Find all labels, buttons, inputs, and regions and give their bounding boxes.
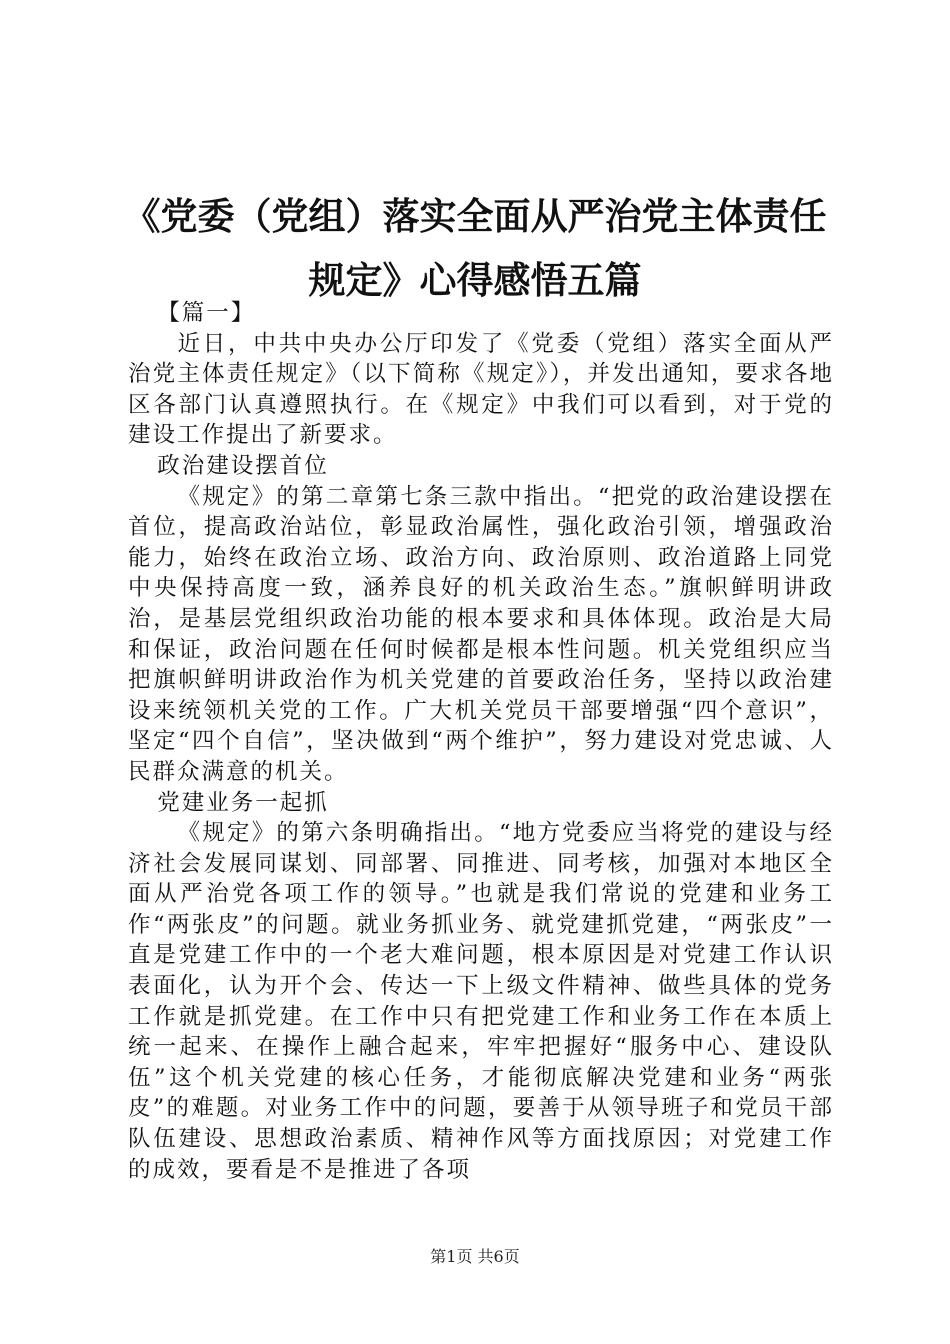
section-label: 【篇一】	[157, 300, 256, 326]
paragraph-intro: 近日，中共中央办公厅印发了《党委（党组）落实全面从严治党主体责任规定》（以下简称《规定》），并发出通知，要求各地区各部门认真遵照执行。在《规定》中我们可以看到，对于党的建设工作提出了新要求。	[128, 330, 834, 449]
paragraph-business: 《规定》的第六条明确指出。“地方党委应当将党的建设与经济社会发展同谋划、同部署、同推进、同考核，加强对本地区全面从严治党各项工作的领导。”也就是我们常说的党建和业务工作“两张皮”的问题。就业务抓业务、就党建抓党建，“两张皮”一直是党建工作中的一个老大难问题，根本原因是对党建工作认识表面化，认为开个会、传达一下上级文件精神、做些具体的党务工作就是抓党建。在工作中只有把党建工作和业务工作在本质上统一起来、在操作上融合起来，牢牢把握好“服务中心、建设队伍”这个机关党建的核心任务，才能彻底解决党建和业务“两张皮”的难题。对业务工作中的问题，要善于从领导班子和党员干部队伍建设、思想政治素质、精神作风等方面找原因；对党建工作的成效，要看是不是推进了各项	[128, 820, 834, 1183]
document-body	[128, 298, 834, 1185]
document-title: 《党委（党组）落实全面从严治党主体责任规定》心得感悟五篇	[123, 194, 827, 302]
subheading-business: 党建业务一起抓	[157, 789, 329, 816]
page-footer: 第1页 共6页	[430, 1247, 520, 1266]
subheading-political: 政治建设摆首位	[157, 452, 329, 479]
paragraph-political: 《规定》的第二章第七条三款中指出。“把党的政治建设摆在首位，提高政治站位，彰显政治属性，强化政治引领，增强政治能力，始终在政治立场、政治方向、政治原则、政治道路上同党中央保持高度一致，涵养良好的机关政治生态。”旗帜鲜明讲政治，是基层党组织政治功能的根本要求和具体体现。政治是大局和保证，政治问题在任何时候都是根本性问题。机关党组织应当把旗帜鲜明讲政治作为机关党建的首要政治任务，坚持以政治建设来统领机关党的工作。广大机关党员干部要增强“四个意识”，坚定“四个自信”，坚决做到“两个维护”，努力建设对党忠诚、人民群众满意的机关。	[128, 483, 834, 785]
